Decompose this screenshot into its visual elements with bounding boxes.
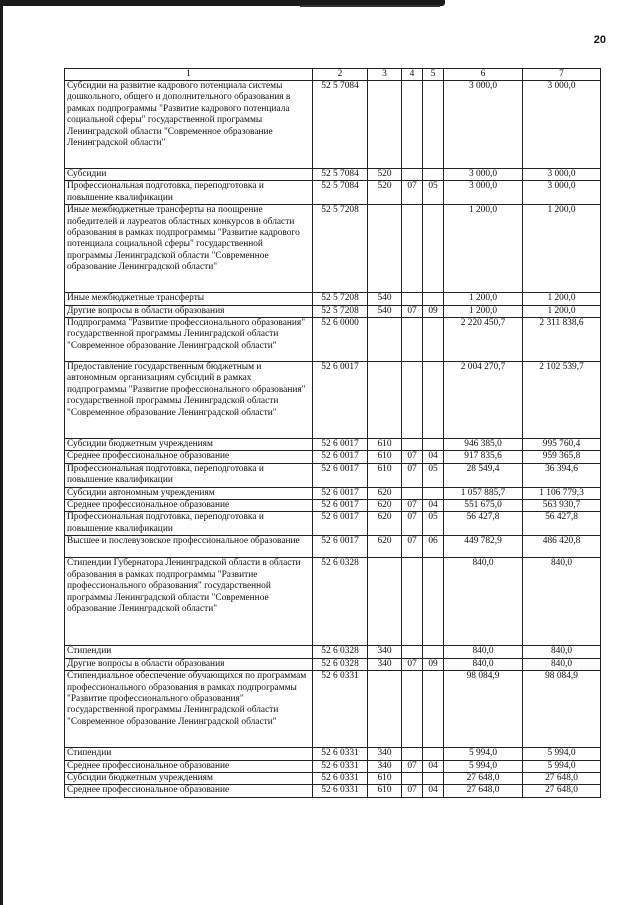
cell-section (402, 318, 423, 362)
cell-sum-year-1: 27 648,0 (444, 772, 523, 784)
table-row (65, 362, 601, 439)
cell-name: Профессиональная подготовка, переподготовка и повышение квалификации (65, 512, 313, 536)
cell-sum-year-2: 840,0 (523, 558, 601, 646)
cell-sum-year-2: 995 760,4 (523, 439, 601, 451)
cell-sum-year-2: 56 427,8 (523, 512, 601, 536)
cell-sum-year-2: 1 200,0 (523, 305, 601, 317)
cell-code: 52 6 0017 (313, 451, 368, 463)
cell-name: Предоставление государственным бюджетным и автономным организациям субсидий в рамках подпрограммы "Развитие профессионального образования" государственной программы Ленинградской области "Современное образование Ленинградской области" (65, 362, 313, 439)
cell-name: Стипендиальное обеспечение обучающихся по программам профессионального образования в рамках подпрограммы "Развитие профессионального образования" государственной программы Ленинградской области "Современное образование Ленинградской области" (65, 671, 313, 748)
table-row (65, 500, 601, 512)
cell-expense-type: 610 (368, 463, 402, 487)
header-col-7: 7 (523, 69, 601, 81)
header-col-3: 3 (368, 69, 402, 81)
cell-sum-year-1: 5 994,0 (444, 760, 523, 772)
cell-sum-year-2: 840,0 (523, 646, 601, 658)
cell-name: Другие вопросы в области образования (65, 305, 313, 317)
cell-subsection: 05 (423, 512, 444, 536)
page-number: 20 (593, 34, 606, 46)
cell-code: 52 6 0331 (313, 671, 368, 748)
cell-subsection (423, 671, 444, 748)
cell-name: Подпрограмма "Развитие профессионального образования" государственной программы Ленинградской области "Современное образование Ленинградской области" (65, 318, 313, 362)
cell-section (402, 772, 423, 784)
cell-section (402, 646, 423, 658)
cell-subsection: 09 (423, 658, 444, 670)
cell-section: 07 (402, 451, 423, 463)
cell-section (402, 487, 423, 499)
cell-name: Стипендии Губернатора Ленинградской области в области образования в рамках подпрограммы "Развитие профессионального образования" государственной программы Ленинградской области "Современное образование Ленинградской области" (65, 558, 313, 646)
cell-sum-year-2: 3 000,0 (523, 181, 601, 205)
cell-section (402, 205, 423, 293)
cell-expense-type: 610 (368, 439, 402, 451)
cell-expense-type (368, 671, 402, 748)
cell-expense-type: 340 (368, 748, 402, 760)
cell-sum-year-2: 3 000,0 (523, 169, 601, 181)
cell-sum-year-1: 3 000,0 (444, 81, 523, 169)
cell-sum-year-1: 840,0 (444, 646, 523, 658)
header-col-2: 2 (313, 69, 368, 81)
cell-code: 52 5 7208 (313, 305, 368, 317)
cell-sum-year-2: 959 365,8 (523, 451, 601, 463)
cell-expense-type: 610 (368, 451, 402, 463)
cell-section (402, 169, 423, 181)
cell-name: Иные межбюджетные трансферты на поощрение победителей и лауреатов областных конкурсов в области образования в рамках подпрограммы "Развитие кадрового потенциала социальной сферы" государственной программы Ленинградской области "Современное образование Ленинградской области" (65, 205, 313, 293)
table-row (65, 671, 601, 748)
cell-sum-year-1: 1 200,0 (444, 293, 523, 305)
cell-expense-type: 620 (368, 500, 402, 512)
cell-name: Стипендии (65, 748, 313, 760)
cell-section: 07 (402, 536, 423, 558)
header-col-1: 1 (65, 69, 313, 81)
cell-subsection (423, 646, 444, 658)
table-row (65, 439, 601, 451)
cell-sum-year-2: 98 084,9 (523, 671, 601, 748)
cell-sum-year-2: 486 420,8 (523, 536, 601, 558)
cell-sum-year-1: 1 200,0 (444, 205, 523, 293)
cell-expense-type: 620 (368, 487, 402, 499)
cell-sum-year-1: 2 220 450,7 (444, 318, 523, 362)
table-row (65, 81, 601, 169)
cell-subsection (423, 772, 444, 784)
cell-section: 07 (402, 760, 423, 772)
cell-expense-type: 620 (368, 536, 402, 558)
cell-section (402, 81, 423, 169)
scan-edge-left (0, 0, 3, 905)
cell-subsection (423, 558, 444, 646)
cell-section (402, 293, 423, 305)
cell-code: 52 6 0017 (313, 500, 368, 512)
cell-sum-year-2: 2 311 838,6 (523, 318, 601, 362)
cell-subsection (423, 205, 444, 293)
table-row (65, 205, 601, 293)
cell-sum-year-2: 3 000,0 (523, 81, 601, 169)
cell-expense-type: 340 (368, 760, 402, 772)
cell-section: 07 (402, 463, 423, 487)
cell-sum-year-2: 27 648,0 (523, 772, 601, 784)
cell-subsection (423, 439, 444, 451)
cell-subsection: 04 (423, 500, 444, 512)
cell-code: 52 6 0331 (313, 760, 368, 772)
cell-subsection: 04 (423, 785, 444, 797)
table-row (65, 169, 601, 181)
cell-name: Стипендии (65, 646, 313, 658)
cell-sum-year-1: 840,0 (444, 658, 523, 670)
cell-sum-year-2: 1 200,0 (523, 205, 601, 293)
cell-sum-year-2: 5 994,0 (523, 760, 601, 772)
cell-expense-type: 520 (368, 169, 402, 181)
cell-sum-year-2: 2 102 539,7 (523, 362, 601, 439)
scan-edge-top-shadow (300, 5, 440, 7)
cell-sum-year-1: 3 000,0 (444, 169, 523, 181)
cell-section (402, 748, 423, 760)
cell-code: 52 6 0328 (313, 558, 368, 646)
cell-expense-type: 620 (368, 512, 402, 536)
cell-subsection: 06 (423, 536, 444, 558)
cell-subsection (423, 318, 444, 362)
cell-code: 52 6 0017 (313, 463, 368, 487)
cell-expense-type: 610 (368, 785, 402, 797)
table-row (65, 785, 601, 797)
cell-code: 52 6 0017 (313, 512, 368, 536)
cell-sum-year-2: 840,0 (523, 658, 601, 670)
cell-code: 52 5 7208 (313, 293, 368, 305)
cell-sum-year-2: 36 394,6 (523, 463, 601, 487)
cell-subsection (423, 748, 444, 760)
cell-code: 52 6 0017 (313, 487, 368, 499)
cell-code: 52 5 7084 (313, 169, 368, 181)
cell-expense-type (368, 318, 402, 362)
cell-sum-year-1: 2 004 270,7 (444, 362, 523, 439)
cell-subsection (423, 169, 444, 181)
cell-code: 52 5 7208 (313, 205, 368, 293)
cell-name: Профессиональная подготовка, переподготовка и повышение квалификации (65, 463, 313, 487)
cell-subsection: 09 (423, 305, 444, 317)
table-row (65, 760, 601, 772)
cell-subsection: 04 (423, 760, 444, 772)
table-row (65, 451, 601, 463)
table-row (65, 293, 601, 305)
cell-expense-type: 520 (368, 181, 402, 205)
cell-sum-year-2: 27 648,0 (523, 785, 601, 797)
table-row (65, 512, 601, 536)
cell-name: Среднее профессиональное образование (65, 760, 313, 772)
header-col-5: 5 (423, 69, 444, 81)
cell-expense-type: 610 (368, 772, 402, 784)
cell-code: 52 5 7084 (313, 81, 368, 169)
cell-code: 52 6 0328 (313, 646, 368, 658)
cell-expense-type (368, 558, 402, 646)
cell-subsection (423, 487, 444, 499)
table-row (65, 463, 601, 487)
cell-sum-year-2: 1 106 779,3 (523, 487, 601, 499)
cell-expense-type: 340 (368, 658, 402, 670)
header-col-4: 4 (402, 69, 423, 81)
table-row (65, 536, 601, 558)
cell-section (402, 439, 423, 451)
cell-section (402, 671, 423, 748)
cell-name: Субсидии на развитие кадрового потенциала системы дошкольного, общего и дополнительного образования в рамках подпрограммы "Развитие кадрового потенциала социальной сферы" государственной программы Ленинградской области "Современное образование Ленинградской области" (65, 81, 313, 169)
table-row (65, 318, 601, 362)
cell-expense-type: 340 (368, 646, 402, 658)
cell-subsection: 05 (423, 463, 444, 487)
cell-code: 52 6 0328 (313, 658, 368, 670)
table-row (65, 772, 601, 784)
cell-sum-year-1: 917 835,6 (444, 451, 523, 463)
cell-section: 07 (402, 785, 423, 797)
header-col-6: 6 (444, 69, 523, 81)
table-row (65, 181, 601, 205)
cell-expense-type: 540 (368, 305, 402, 317)
cell-section (402, 558, 423, 646)
budget-table (64, 68, 601, 798)
cell-section: 07 (402, 305, 423, 317)
cell-subsection: 04 (423, 451, 444, 463)
table-row (65, 305, 601, 317)
cell-sum-year-1: 449 782,9 (444, 536, 523, 558)
cell-sum-year-1: 1 057 885,7 (444, 487, 523, 499)
cell-sum-year-1: 98 084,9 (444, 671, 523, 748)
cell-code: 52 6 0331 (313, 785, 368, 797)
cell-name: Среднее профессиональное образование (65, 785, 313, 797)
cell-name: Иные межбюджетные трансферты (65, 293, 313, 305)
table-row (65, 658, 601, 670)
cell-section (402, 362, 423, 439)
table-row (65, 748, 601, 760)
cell-name: Профессиональная подготовка, переподготовка и повышение квалификации (65, 181, 313, 205)
cell-expense-type (368, 81, 402, 169)
cell-sum-year-1: 946 385,0 (444, 439, 523, 451)
cell-section: 07 (402, 181, 423, 205)
cell-name: Среднее профессиональное образование (65, 451, 313, 463)
cell-section: 07 (402, 658, 423, 670)
cell-sum-year-1: 1 200,0 (444, 305, 523, 317)
table-header-row (65, 69, 601, 81)
cell-code: 52 6 0017 (313, 536, 368, 558)
table-body (65, 81, 601, 798)
cell-sum-year-1: 5 994,0 (444, 748, 523, 760)
cell-sum-year-2: 5 994,0 (523, 748, 601, 760)
cell-sum-year-1: 27 648,0 (444, 785, 523, 797)
cell-subsection (423, 81, 444, 169)
cell-name: Высшее и послевузовское профессиональное образование (65, 536, 313, 558)
cell-sum-year-1: 840,0 (444, 558, 523, 646)
cell-code: 52 6 0000 (313, 318, 368, 362)
cell-section: 07 (402, 500, 423, 512)
cell-code: 52 5 7084 (313, 181, 368, 205)
table-row (65, 487, 601, 499)
cell-subsection (423, 362, 444, 439)
cell-expense-type (368, 205, 402, 293)
cell-name: Субсидии автономным учреждениям (65, 487, 313, 499)
cell-sum-year-2: 1 200,0 (523, 293, 601, 305)
cell-subsection: 05 (423, 181, 444, 205)
table-row (65, 646, 601, 658)
cell-sum-year-1: 551 675,0 (444, 500, 523, 512)
cell-name: Субсидии бюджетным учреждениям (65, 439, 313, 451)
cell-sum-year-2: 563 930,7 (523, 500, 601, 512)
cell-name: Субсидии (65, 169, 313, 181)
cell-name: Субсидии бюджетным учреждениям (65, 772, 313, 784)
cell-name: Среднее профессиональное образование (65, 500, 313, 512)
cell-name: Другие вопросы в области образования (65, 658, 313, 670)
cell-sum-year-1: 56 427,8 (444, 512, 523, 536)
table-row (65, 558, 601, 646)
cell-code: 52 6 0017 (313, 362, 368, 439)
cell-expense-type (368, 362, 402, 439)
cell-sum-year-1: 28 549,4 (444, 463, 523, 487)
cell-section: 07 (402, 512, 423, 536)
cell-subsection (423, 293, 444, 305)
cell-code: 52 6 0017 (313, 439, 368, 451)
cell-sum-year-1: 3 000,0 (444, 181, 523, 205)
cell-expense-type: 540 (368, 293, 402, 305)
cell-code: 52 6 0331 (313, 748, 368, 760)
cell-code: 52 6 0331 (313, 772, 368, 784)
